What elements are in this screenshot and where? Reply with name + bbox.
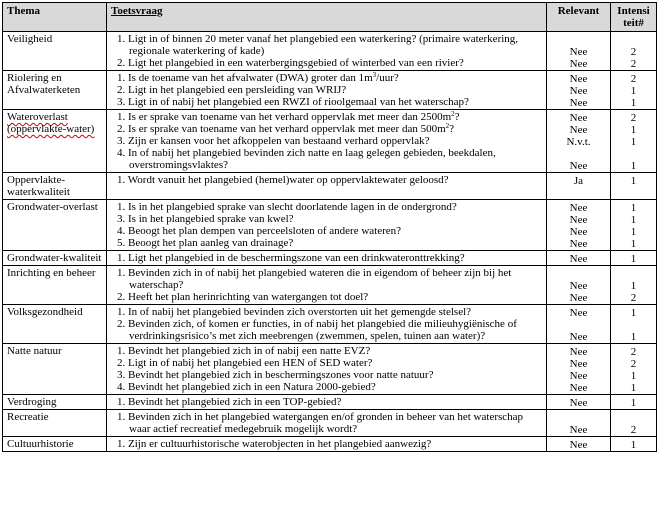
- table-body: [3, 32, 657, 452]
- header-intensiteit: [611, 3, 657, 32]
- watertoets-table: [2, 2, 657, 452]
- thema-label: Oppervlakte-waterkwaliteit: [7, 174, 70, 198]
- table-row: [3, 110, 657, 173]
- cell-intensiteit: [611, 110, 657, 173]
- cell-toetsvraag: [107, 200, 547, 251]
- question-text: 3. Zijn er kansen voor het afkoppelen van bestaand verhard oppervlak?: [117, 135, 430, 147]
- question-text: 4. Bevindt het plangebied zich in een Natura 2000-gebied?: [117, 381, 376, 393]
- thema-label: Recreatie: [7, 411, 49, 423]
- question-text: 2. Heeft het plan herinrichting van watergangen tot doel?: [117, 291, 369, 303]
- thema-label: Cultuurhistorie: [7, 438, 74, 450]
- thema-label: Volksgezondheid: [7, 306, 83, 318]
- cell-intensiteit: [611, 305, 657, 344]
- question-text: 3. Is in het plangebied sprake van kwel?: [117, 213, 294, 225]
- cell-intensiteit: [611, 32, 657, 71]
- intensiteit-value: 1: [630, 252, 637, 265]
- cell-relevant: [547, 251, 611, 266]
- relevant-value: Nee: [569, 369, 588, 382]
- relevant-value: Nee: [569, 45, 588, 58]
- cell-thema: [3, 437, 107, 452]
- question-text: 3. Bevindt het plangebied zich in beschermingszones voor natte natuur?: [117, 369, 434, 381]
- intensiteit-value: 2: [630, 291, 637, 304]
- intensiteit-value: 1: [630, 306, 637, 319]
- intensiteit-value: 2: [630, 57, 637, 70]
- intensiteit-value: 1: [630, 225, 637, 238]
- relevant-value: Nee: [569, 279, 588, 292]
- relevant-value: Nee: [569, 357, 588, 370]
- relevant-value: Nee: [569, 252, 588, 265]
- table-row: [3, 200, 657, 251]
- question-text: 2. Ligt in of nabij het plangebied een HEN of SED water?: [117, 357, 373, 369]
- question-text: 3. Ligt in of nabij het plangebied een RWZI of rioolgemaal van het waterschap?: [117, 96, 469, 108]
- thema-label: Veiligheid: [7, 33, 53, 45]
- question-text: 1. Bevinden zich in het plangebied watergangen en/of gronden in beheer van het waterschap waar actief recreatief medegebruik mogelijk wordt?: [117, 411, 524, 435]
- intensiteit-value: 1: [630, 330, 637, 343]
- thema-label: Riolering en Afvalwaterketen: [7, 72, 81, 96]
- intensiteit-value: 2: [630, 45, 637, 58]
- relevant-value: Nee: [569, 201, 588, 214]
- question-text: 2. Bevinden zich, of komen er functies, in of nabij het plangebied die milieuhygiënische of verdrinkingsrisico’s met zich meebrengen (zwemmen, spelen, tuinen aan water)?: [117, 318, 517, 342]
- question-text: 1. Is er sprake van toename van het verhard oppervlak met meer dan $2500m^2$?: [117, 110, 460, 123]
- relevant-value: Nee: [569, 111, 588, 124]
- cell-toetsvraag: [107, 266, 547, 305]
- cell-toetsvraag: [107, 344, 547, 395]
- cell-thema: [3, 71, 107, 110]
- relevant-value: Nee: [569, 96, 588, 109]
- intensiteit-value: 1: [630, 135, 637, 148]
- relevant-value: Nee: [569, 84, 588, 97]
- intensiteit-value: 1: [630, 159, 637, 172]
- question-text: 1. Bevindt het plangebied zich in een TOP-gebied?: [117, 396, 342, 408]
- intensiteit-value: 1: [630, 396, 637, 409]
- cell-relevant: [547, 266, 611, 305]
- intensiteit-value: 2: [630, 345, 637, 358]
- thema-label: Grondwater-kwaliteit: [7, 252, 102, 264]
- cell-thema: [3, 32, 107, 71]
- intensiteit-value: 1: [630, 174, 637, 187]
- cell-intensiteit: [611, 410, 657, 437]
- relevant-value: Nee: [569, 225, 588, 238]
- relevant-value: Nee: [569, 330, 588, 343]
- cell-toetsvraag: [107, 173, 547, 200]
- cell-thema: [3, 410, 107, 437]
- intensiteit-value: 1: [630, 369, 637, 382]
- relevant-value: Nee: [569, 291, 588, 304]
- cell-relevant: [547, 200, 611, 251]
- relevant-value: Nee: [569, 123, 588, 136]
- cell-thema: [3, 395, 107, 410]
- question-text: 2. Ligt in het plangebied een persleiding van WRIJ?: [117, 84, 347, 96]
- cell-intensiteit: [611, 344, 657, 395]
- cell-toetsvraag: [107, 32, 547, 71]
- thema-label: Verdroging: [7, 396, 57, 408]
- thema-label: Wateroverlast (oppervlakte-water): [7, 111, 95, 135]
- thema-label: Grondwater-overlast: [7, 201, 98, 213]
- thema-label: Inrichting en beheer: [7, 267, 96, 279]
- intensiteit-value: 1: [630, 381, 637, 394]
- relevant-value: Nee: [569, 381, 588, 394]
- table-row: [3, 71, 657, 110]
- header-intensiteit-label: Intensiteit#: [617, 5, 650, 29]
- table-row: [3, 410, 657, 437]
- intensiteit-value: 2: [630, 111, 637, 124]
- cell-intensiteit: [611, 71, 657, 110]
- cell-relevant: [547, 110, 611, 173]
- question-text: 1. Zijn er cultuurhistorische waterobjecten in het plangebied aanwezig?: [117, 438, 432, 450]
- question-text: 1. Bevinden zich in of nabij het plangebied wateren die in eigendom of beheer zijn bij het waterschap?: [117, 267, 512, 291]
- relevant-value: Nee: [569, 57, 588, 70]
- cell-toetsvraag: [107, 410, 547, 437]
- cell-relevant: [547, 437, 611, 452]
- header-relevant: Relevant: [547, 3, 611, 32]
- table-row: [3, 395, 657, 410]
- relevant-value: Nee: [569, 72, 588, 85]
- cell-toetsvraag: [107, 305, 547, 344]
- intensiteit-value: 1: [630, 213, 637, 226]
- table-row: [3, 344, 657, 395]
- cell-thema: [3, 110, 107, 173]
- cell-intensiteit: [611, 200, 657, 251]
- cell-thema: [3, 305, 107, 344]
- table-row: [3, 266, 657, 305]
- question-text: 1. In of nabij het plangebied bevinden zich overstorten uit het gemengde stelsel?: [117, 306, 472, 318]
- question-text: 2. Ligt het plangebied in een waterbergingsgebied of winterbed van een rivier?: [117, 57, 464, 69]
- intensiteit-value: 2: [630, 72, 637, 85]
- relevant-value: N.v.t.: [566, 135, 591, 148]
- question-text: 4. Beoogt het plan dempen van perceelsloten of andere wateren?: [117, 225, 402, 237]
- relevant-value: Nee: [569, 306, 588, 319]
- cell-relevant: [547, 173, 611, 200]
- relevant-value: Nee: [569, 237, 588, 250]
- table-row: [3, 32, 657, 71]
- relevant-value: Nee: [569, 396, 588, 409]
- question-text: 1. Is de toename van het afvalwater (DWA) groter dan $1m^3$/uur?: [117, 71, 399, 84]
- relevant-value: Ja: [573, 174, 584, 187]
- relevant-value: Nee: [569, 213, 588, 226]
- relevant-value: Nee: [569, 345, 588, 358]
- cell-thema: [3, 251, 107, 266]
- cell-relevant: [547, 71, 611, 110]
- intensiteit-value: 1: [630, 438, 637, 451]
- table-row: [3, 173, 657, 200]
- intensiteit-value: 1: [630, 123, 637, 136]
- question-text: 5. Beoogt het plan aanleg van drainage?: [117, 237, 294, 249]
- intensiteit-value: 1: [630, 96, 637, 109]
- cell-thema: [3, 200, 107, 251]
- cell-relevant: [547, 344, 611, 395]
- header-row: [3, 3, 657, 32]
- table-row: [3, 305, 657, 344]
- cell-toetsvraag: [107, 71, 547, 110]
- question-text: 4. In of nabij het plangebied bevinden zich natte en laag gelegen gebieden, beekdalen, overstromingsvlaktes?: [117, 147, 496, 171]
- cell-intensiteit: [611, 251, 657, 266]
- question-text: 2. Is er sprake van toename van het verhard oppervlak met meer dan $500m^2$?: [117, 122, 455, 135]
- cell-toetsvraag: [107, 110, 547, 173]
- cell-relevant: [547, 410, 611, 437]
- intensiteit-value: 2: [630, 357, 637, 370]
- cell-thema: [3, 266, 107, 305]
- cell-toetsvraag: [107, 395, 547, 410]
- cell-toetsvraag: [107, 251, 547, 266]
- cell-relevant: [547, 305, 611, 344]
- cell-thema: [3, 344, 107, 395]
- question-text: 1. Ligt in of binnen 20 meter vanaf het plangebied een waterkering? (primaire waterkering, regionale waterkering of kade): [117, 33, 519, 57]
- intensiteit-value: 1: [630, 84, 637, 97]
- question-text: 1. Wordt vanuit het plangebied (hemel)water op oppervlaktewater geloosd?: [117, 174, 449, 186]
- header-toetsvraag-label: Toetsvraag: [111, 5, 163, 17]
- cell-intensiteit: [611, 266, 657, 305]
- cell-intensiteit: [611, 437, 657, 452]
- intensiteit-value: 1: [630, 201, 637, 214]
- header-toetsvraag: [107, 3, 547, 32]
- question-text: 1. Ligt het plangebied in de beschermingszone van een drinkwateronttrekking?: [117, 252, 465, 264]
- intensiteit-value: 1: [630, 279, 637, 292]
- question-text: 1. Bevindt het plangebied zich in of nabij een natte EVZ?: [117, 345, 371, 357]
- intensiteit-value: 1: [630, 237, 637, 250]
- thema-label: Natte natuur: [7, 345, 62, 357]
- intensiteit-value: 2: [630, 423, 637, 436]
- table-row: [3, 251, 657, 266]
- header-thema: Thema: [3, 3, 107, 32]
- relevant-value: Nee: [569, 423, 588, 436]
- cell-relevant: [547, 395, 611, 410]
- relevant-value: Nee: [569, 438, 588, 451]
- question-text: 1. Is in het plangebied sprake van slecht doorlatende lagen in de ondergrond?: [117, 201, 457, 213]
- cell-thema: [3, 173, 107, 200]
- cell-relevant: [547, 32, 611, 71]
- cell-intensiteit: [611, 173, 657, 200]
- cell-toetsvraag: [107, 437, 547, 452]
- cell-intensiteit: [611, 395, 657, 410]
- table-row: [3, 437, 657, 452]
- relevant-value: Nee: [569, 159, 588, 172]
